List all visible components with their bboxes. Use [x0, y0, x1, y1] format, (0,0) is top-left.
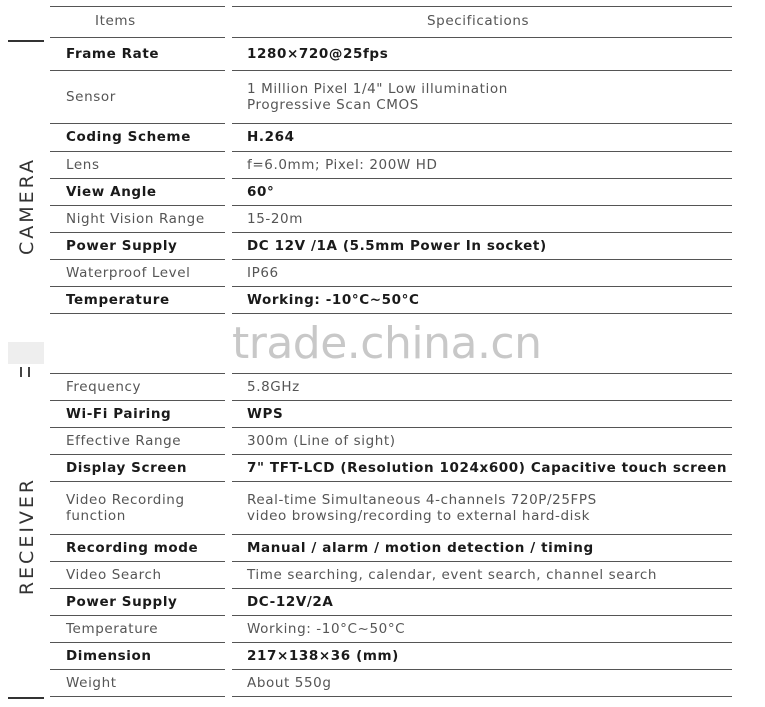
camera-row-line-specs	[232, 259, 732, 260]
camera-spec-value-line1: 1 Million Pixel 1/4" Low illumination	[247, 80, 508, 97]
receiver-row-line-items	[50, 669, 225, 670]
camera-spec-value	[247, 292, 420, 308]
camera-item-label: Power Supply	[66, 237, 178, 254]
receiver-row-line-items	[50, 534, 225, 535]
receiver-spec-value-line1: About 550g	[247, 674, 332, 691]
receiver-spec-value	[247, 567, 657, 583]
camera-item-label: Coding Scheme	[66, 129, 191, 145]
receiver-item-label: Weight	[66, 674, 117, 691]
camera-spec-value	[247, 184, 274, 200]
receiver-row-line-specs	[232, 373, 732, 374]
receiver-row-line-specs	[232, 427, 732, 428]
receiver-item-label: Dimension	[66, 647, 152, 664]
receiver-section-bottom-line	[8, 697, 44, 699]
camera-row-line-items	[50, 259, 225, 260]
camera-item-label: Lens	[66, 156, 100, 173]
receiver-spec-value	[247, 648, 399, 664]
camera-spec-value	[247, 211, 303, 227]
receiver-spec-value-line2: video browsing/recording to external hard-disk	[247, 507, 591, 524]
camera-row-line-specs	[232, 232, 732, 233]
receiver-row-line-items	[50, 561, 225, 562]
receiver-item-label: Video Search	[66, 566, 162, 583]
camera-spec-value	[247, 81, 508, 113]
camera-row-line-items	[50, 123, 225, 124]
receiver-spec-value-line1: Real-time Simultaneous 4-channels 720P/25FPS	[247, 491, 597, 508]
camera-spec-value	[247, 129, 295, 145]
receiver-spec-value	[247, 492, 597, 524]
receiver-spec-value	[247, 540, 594, 556]
watermark: trade.china.cn	[232, 318, 542, 369]
receiver-spec-value	[247, 406, 283, 422]
camera-spec-value	[247, 157, 438, 173]
camera-row-line-items	[50, 232, 225, 233]
camera-row-line-items	[50, 286, 225, 287]
receiver-item-label-line2: function	[66, 507, 126, 524]
receiver-item-label: Video Recording function	[66, 491, 185, 524]
receiver-item-label: Effective Range	[66, 432, 182, 449]
camera-section-top-line	[8, 40, 44, 42]
camera-spec-value-line1: DC 12V /1A (5.5mm Power In socket)	[247, 237, 547, 254]
camera-row-line-specs	[232, 37, 732, 38]
receiver-spec-value	[247, 460, 727, 476]
section-divider-bar-1	[20, 367, 22, 377]
camera-item-label: Night Vision Range	[66, 210, 205, 227]
section-divider-bar-2	[28, 367, 30, 377]
receiver-spec-value-line1: 7" TFT-LCD (Resolution 1024x600) Capacitive touch screen	[247, 459, 728, 476]
camera-item-label: Waterproof Level	[66, 264, 191, 281]
camera-row-line-items	[50, 313, 225, 314]
receiver-spec-value-line1: 5.8GHz	[247, 378, 300, 395]
receiver-spec-value-line1: 217×138×36 (mm)	[247, 647, 399, 664]
camera-item-label: Frame Rate	[66, 45, 160, 62]
receiver-row-line-specs	[232, 454, 732, 455]
camera-spec-value	[247, 46, 388, 62]
camera-row-line-items	[50, 37, 225, 38]
receiver-row-line-items	[50, 696, 225, 697]
camera-row-line-items	[50, 205, 225, 206]
receiver-spec-value	[247, 594, 333, 610]
receiver-row-line-specs	[232, 696, 732, 697]
receiver-item-label: Recording mode	[66, 539, 199, 556]
header-top-line-items	[50, 6, 225, 7]
receiver-spec-value-line1: DC-12V/2A	[247, 593, 334, 610]
receiver-spec-value-line1: Time searching, calendar, event search, channel search	[247, 566, 658, 583]
receiver-row-line-specs	[232, 561, 732, 562]
camera-row-line-specs	[232, 286, 732, 287]
camera-spec-value-line1: 1280×720@25fps	[247, 45, 389, 62]
camera-section-label: CAMERA	[16, 156, 38, 256]
camera-spec-value	[247, 238, 547, 254]
receiver-row-line-specs	[232, 615, 732, 616]
receiver-spec-value-line1: WPS	[247, 405, 284, 422]
camera-spec-value-line1: 15-20m	[247, 210, 303, 227]
camera-spec-value	[247, 265, 279, 281]
header-items: Items	[95, 13, 136, 29]
receiver-row-line-items	[50, 481, 225, 482]
header-top-line-specs	[232, 6, 732, 7]
receiver-row-line-specs	[232, 481, 732, 482]
receiver-spec-value	[247, 379, 300, 395]
receiver-spec-value-line1: Manual / alarm / motion detection / timing	[247, 539, 594, 556]
camera-row-line-items	[50, 70, 225, 71]
receiver-row-line-specs	[232, 588, 732, 589]
receiver-row-line-items	[50, 588, 225, 589]
camera-row-line-specs	[232, 178, 732, 179]
camera-row-line-specs	[232, 123, 732, 124]
camera-spec-value-line1: 60°	[247, 183, 275, 200]
receiver-row-line-specs	[232, 534, 732, 535]
receiver-row-line-items	[50, 427, 225, 428]
header-specifications: Specifications	[427, 13, 530, 29]
receiver-row-line-specs	[232, 642, 732, 643]
receiver-section-label: RECEIVER	[16, 476, 38, 596]
camera-spec-value-line1: H.264	[247, 129, 295, 145]
camera-row-line-items	[50, 178, 225, 179]
receiver-spec-value-line1: Working: -10°C~50°C	[247, 620, 406, 637]
camera-item-label: Temperature	[66, 291, 170, 308]
receiver-spec-value	[247, 675, 332, 691]
receiver-row-line-items	[50, 373, 225, 374]
receiver-item-label: Power Supply	[66, 593, 178, 610]
receiver-item-label: Frequency	[66, 378, 142, 395]
camera-row-line-items	[50, 151, 225, 152]
camera-row-line-specs	[232, 313, 732, 314]
camera-item-label: View Angle	[66, 183, 157, 200]
camera-spec-value-line1: f=6.0mm; Pixel: 200W HD	[247, 156, 438, 173]
receiver-spec-value	[247, 433, 396, 449]
camera-row-line-specs	[232, 70, 732, 71]
section-divider-block	[8, 342, 44, 364]
receiver-row-line-items	[50, 454, 225, 455]
camera-spec-value-line1: IP66	[247, 264, 279, 281]
receiver-item-label: Display Screen	[66, 459, 188, 476]
receiver-spec-value-line1: 300m (Line of sight)	[247, 432, 396, 449]
receiver-row-line-specs	[232, 400, 732, 401]
camera-row-line-specs	[232, 205, 732, 206]
camera-spec-value-line2: Progressive Scan CMOS	[247, 96, 419, 113]
camera-item-label: Sensor	[66, 88, 116, 105]
camera-row-line-specs	[232, 151, 732, 152]
camera-spec-value-line1: Working: -10°C~50°C	[247, 291, 420, 308]
receiver-item-label: Temperature	[66, 620, 159, 637]
receiver-row-line-items	[50, 615, 225, 616]
receiver-spec-value	[247, 621, 405, 637]
receiver-row-line-items	[50, 400, 225, 401]
receiver-row-line-specs	[232, 669, 732, 670]
receiver-row-line-items	[50, 642, 225, 643]
receiver-item-label: Wi-Fi Pairing	[66, 405, 172, 422]
